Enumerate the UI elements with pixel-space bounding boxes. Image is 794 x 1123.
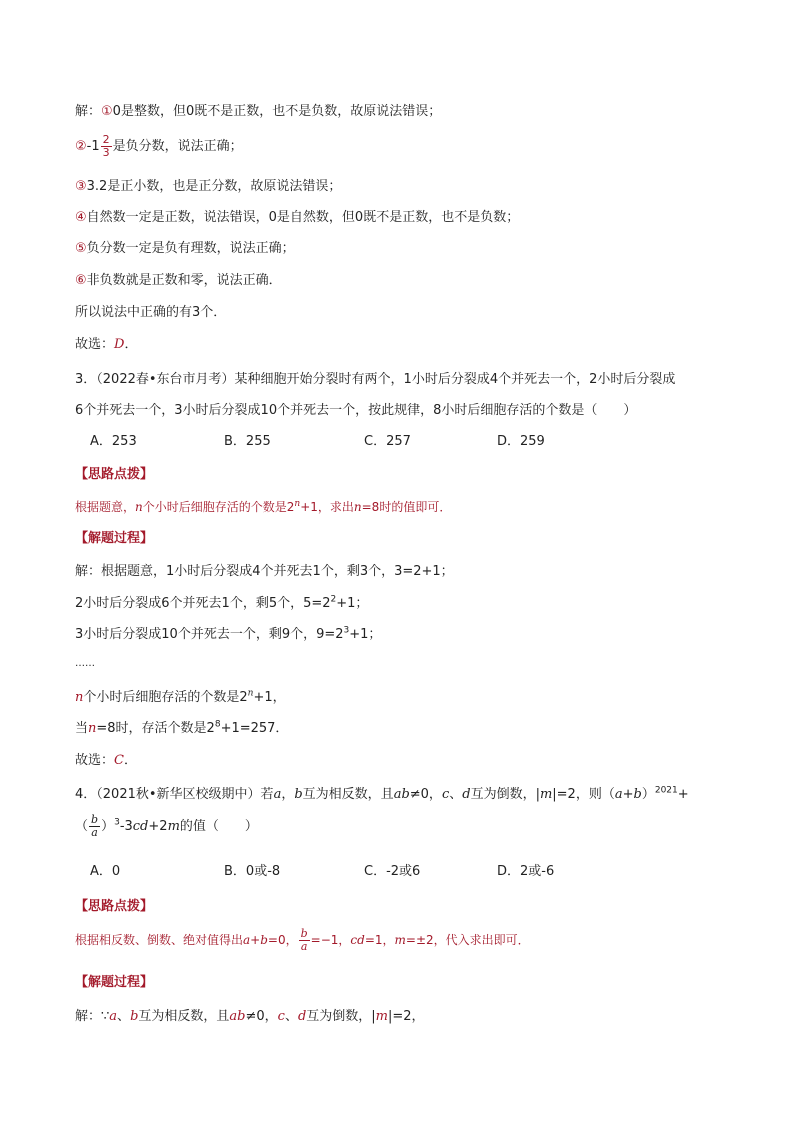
solution-line-4	[0, 201, 794, 235]
q3-number: 3．	[75, 372, 97, 387]
line-text: 3.2是正小数，也是正分数，故原说法错误；	[86, 179, 342, 194]
mixed-number-whole: -1	[86, 139, 100, 154]
q3-process-heading: 【解题过程】	[75, 531, 154, 546]
solution-line-3	[0, 170, 794, 204]
solution-line-2	[0, 130, 794, 166]
q3-process-line-2: 2小时后分裂成6个并死去1个，剩5个，$5=2^2+1$；	[75, 594, 369, 611]
q3-answer-line: 故选：C．	[75, 753, 137, 768]
q4-option-a: A．0	[90, 864, 121, 879]
q3-hint: 根据题意，n个小时后细胞存活的个数是$2^n+1$，求出n=8时的值即可．	[75, 499, 452, 514]
solution-line-6	[0, 264, 794, 298]
q3-process-ellipsis: ……	[75, 658, 95, 669]
q3-stem: 6个并死去一个，3小时后分裂成10个并死去一个，按此规律，8小时后细胞存活的个数是（ ）	[75, 403, 637, 418]
q3-process-line-1: 解：根据题意，1小时后分裂成4个并死去1个，剩3个，3=2+1；	[75, 564, 454, 579]
q4-stem-line-2: （ $\frac{b}{a}$ ）$^3$-3cd+2m的值（ ）	[75, 813, 258, 839]
q3-process-line-5: n个小时后细胞存活的个数是$2^n+1$，	[75, 688, 286, 705]
solution-line-1	[0, 95, 794, 129]
line-text: 负分数一定是负有理数，说法正确；	[86, 241, 295, 256]
q4-hint: 根据相反数、倒数、绝对值得出a+b=0， $\frac{b}{a}$ =−1，cd=1，m=±2，代入求出即可．	[75, 927, 530, 953]
q3-option-b: B．255	[224, 434, 271, 449]
line-text: 非负数就是正数和零，说法正确．	[86, 273, 282, 288]
q4-hint-heading: 【思路点拨】	[75, 899, 154, 914]
solution-label: 解：	[75, 104, 102, 119]
q3-option-d: D．259	[497, 434, 545, 449]
q4-process-heading: 【解题过程】	[75, 975, 154, 990]
answer-letter: D	[114, 337, 125, 352]
q3-process-line-3: 3小时后分裂成10个并死去一个，剩9个，$9=2^3+1$；	[75, 625, 382, 642]
line-text: 所以说法中正确的有3个．	[75, 305, 227, 320]
q4-number: 4．	[75, 787, 97, 802]
line-text: 是负分数，说法正确；	[112, 139, 243, 154]
circled-one: ①	[101, 104, 113, 119]
q4-stem-line-1: 4．（2021秋•新华区校级期中）若a，b互为相反数，且ab≠0，c、d互为倒数，|m|=2，则$(a+b)^{2021}+$	[75, 785, 689, 802]
circled-two: ②	[75, 139, 87, 154]
solution-line-5	[0, 232, 794, 266]
line-text: 0是整数，但0既不是正数，也不是负数，故原说法错误；	[112, 104, 442, 119]
q4-option-b: B．0或-8	[224, 864, 281, 879]
answer-line: 故选：D．	[75, 337, 138, 352]
q3-source: （2022春•东台市月考）	[96, 372, 235, 387]
q3-options	[0, 425, 794, 459]
q3-stem-line-2	[0, 394, 794, 428]
solution-line-7	[0, 296, 794, 330]
line-text: 自然数一定是正数，说法错误，0是自然数，但0既不是正数，也不是负数；	[86, 210, 520, 225]
q4-process-line-1: 解：∵a、b互为相反数，且ab≠0，c、d互为倒数，|m|=2，	[75, 1009, 425, 1024]
q4-option-d: D．2或-6	[497, 864, 555, 879]
circled-six: ⑥	[75, 273, 87, 288]
fraction: $\frac{2}{3}$	[102, 133, 110, 159]
answer-letter: C	[114, 753, 124, 768]
q4-options	[0, 855, 794, 889]
circled-four: ④	[75, 210, 87, 225]
q3-option-a: A．253	[90, 434, 137, 449]
circled-five: ⑤	[75, 241, 87, 256]
q3-option-c: C．257	[364, 434, 411, 449]
q3-stem-line-1	[0, 363, 794, 397]
q4-fraction: $\frac{b}{a}$	[91, 813, 99, 839]
q3-hint-heading: 【思路点拨】	[75, 467, 154, 482]
q3-process-line-6: 当n=8时，存活个数是$2^8+1=257$．	[75, 719, 289, 736]
q3-stem: 某种细胞开始分裂时有两个，1小时后分裂成4个并死去一个，2小时后分裂成	[234, 372, 676, 387]
hint-fraction: $\frac{b}{a}$	[300, 927, 308, 953]
circled-three: ③	[75, 179, 87, 194]
q4-source: （2021秋•新华区校级期中）	[96, 787, 261, 802]
q4-option-c: C．-2或6	[364, 864, 421, 879]
